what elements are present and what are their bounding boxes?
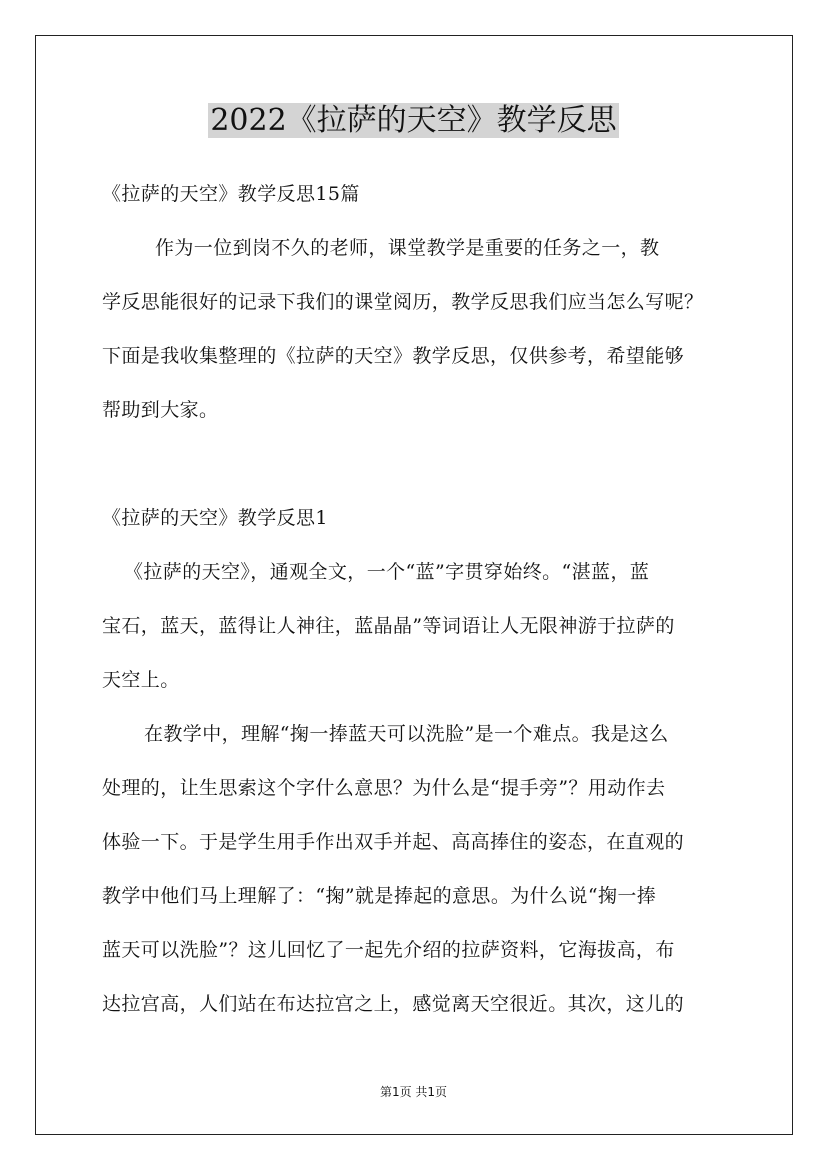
document-subtitle: 《拉萨的天空》教学反思15篇 [102, 183, 360, 205]
paragraph-line: 体验一下。于是学生用手作出双手并起、高高捧住的姿态，在直观的 [102, 831, 685, 853]
section-title: 《拉萨的天空》教学反思1 [102, 507, 328, 529]
page-footer: 第1页 共1页 [379, 1085, 448, 1099]
paragraph-line: 《拉萨的天空》，通观全文，一个“蓝”字贯穿始终。“湛蓝，蓝 [124, 561, 650, 583]
intro-line: 作为一位到岗不久的老师，课堂教学是重要的任务之一，教 [155, 237, 660, 259]
intro-line: 学反思能很好的记录下我们的课堂阅历，教学反思我们应当怎么写呢？ [102, 291, 704, 313]
intro-line: 帮助到大家。 [102, 399, 219, 421]
paragraph-line: 天空上。 [102, 669, 180, 691]
paragraph-line: 教学中他们马上理解了：“掬”就是捧起的意思。为什么说“掬一捧 [102, 885, 657, 907]
document-title: 2022《拉萨的天空》教学反思 [210, 103, 617, 138]
paragraph-line: 蓝天可以洗脸”？这儿回忆了一起先介绍的拉萨资料，它海拔高，布 [102, 939, 675, 961]
intro-line: 下面是我收集整理的《拉萨的天空》教学反思，仅供参考，希望能够 [102, 345, 685, 367]
paragraph-line: 在教学中，理解“掬一捧蓝天可以洗脸”是一个难点。我是这么 [144, 723, 669, 745]
document-title-row [0, 100, 827, 142]
paragraph-line: 宝石，蓝天，蓝得让人神往，蓝晶晶”等词语让人无限神游于拉萨的 [102, 615, 675, 637]
paragraph-line: 达拉宫高，人们站在布达拉宫之上，感觉离天空很近。其次，这儿的 [102, 993, 685, 1015]
paragraph-line: 处理的，让生思索这个字什么意思？为什么是“提手旁”？用动作去 [102, 777, 666, 799]
